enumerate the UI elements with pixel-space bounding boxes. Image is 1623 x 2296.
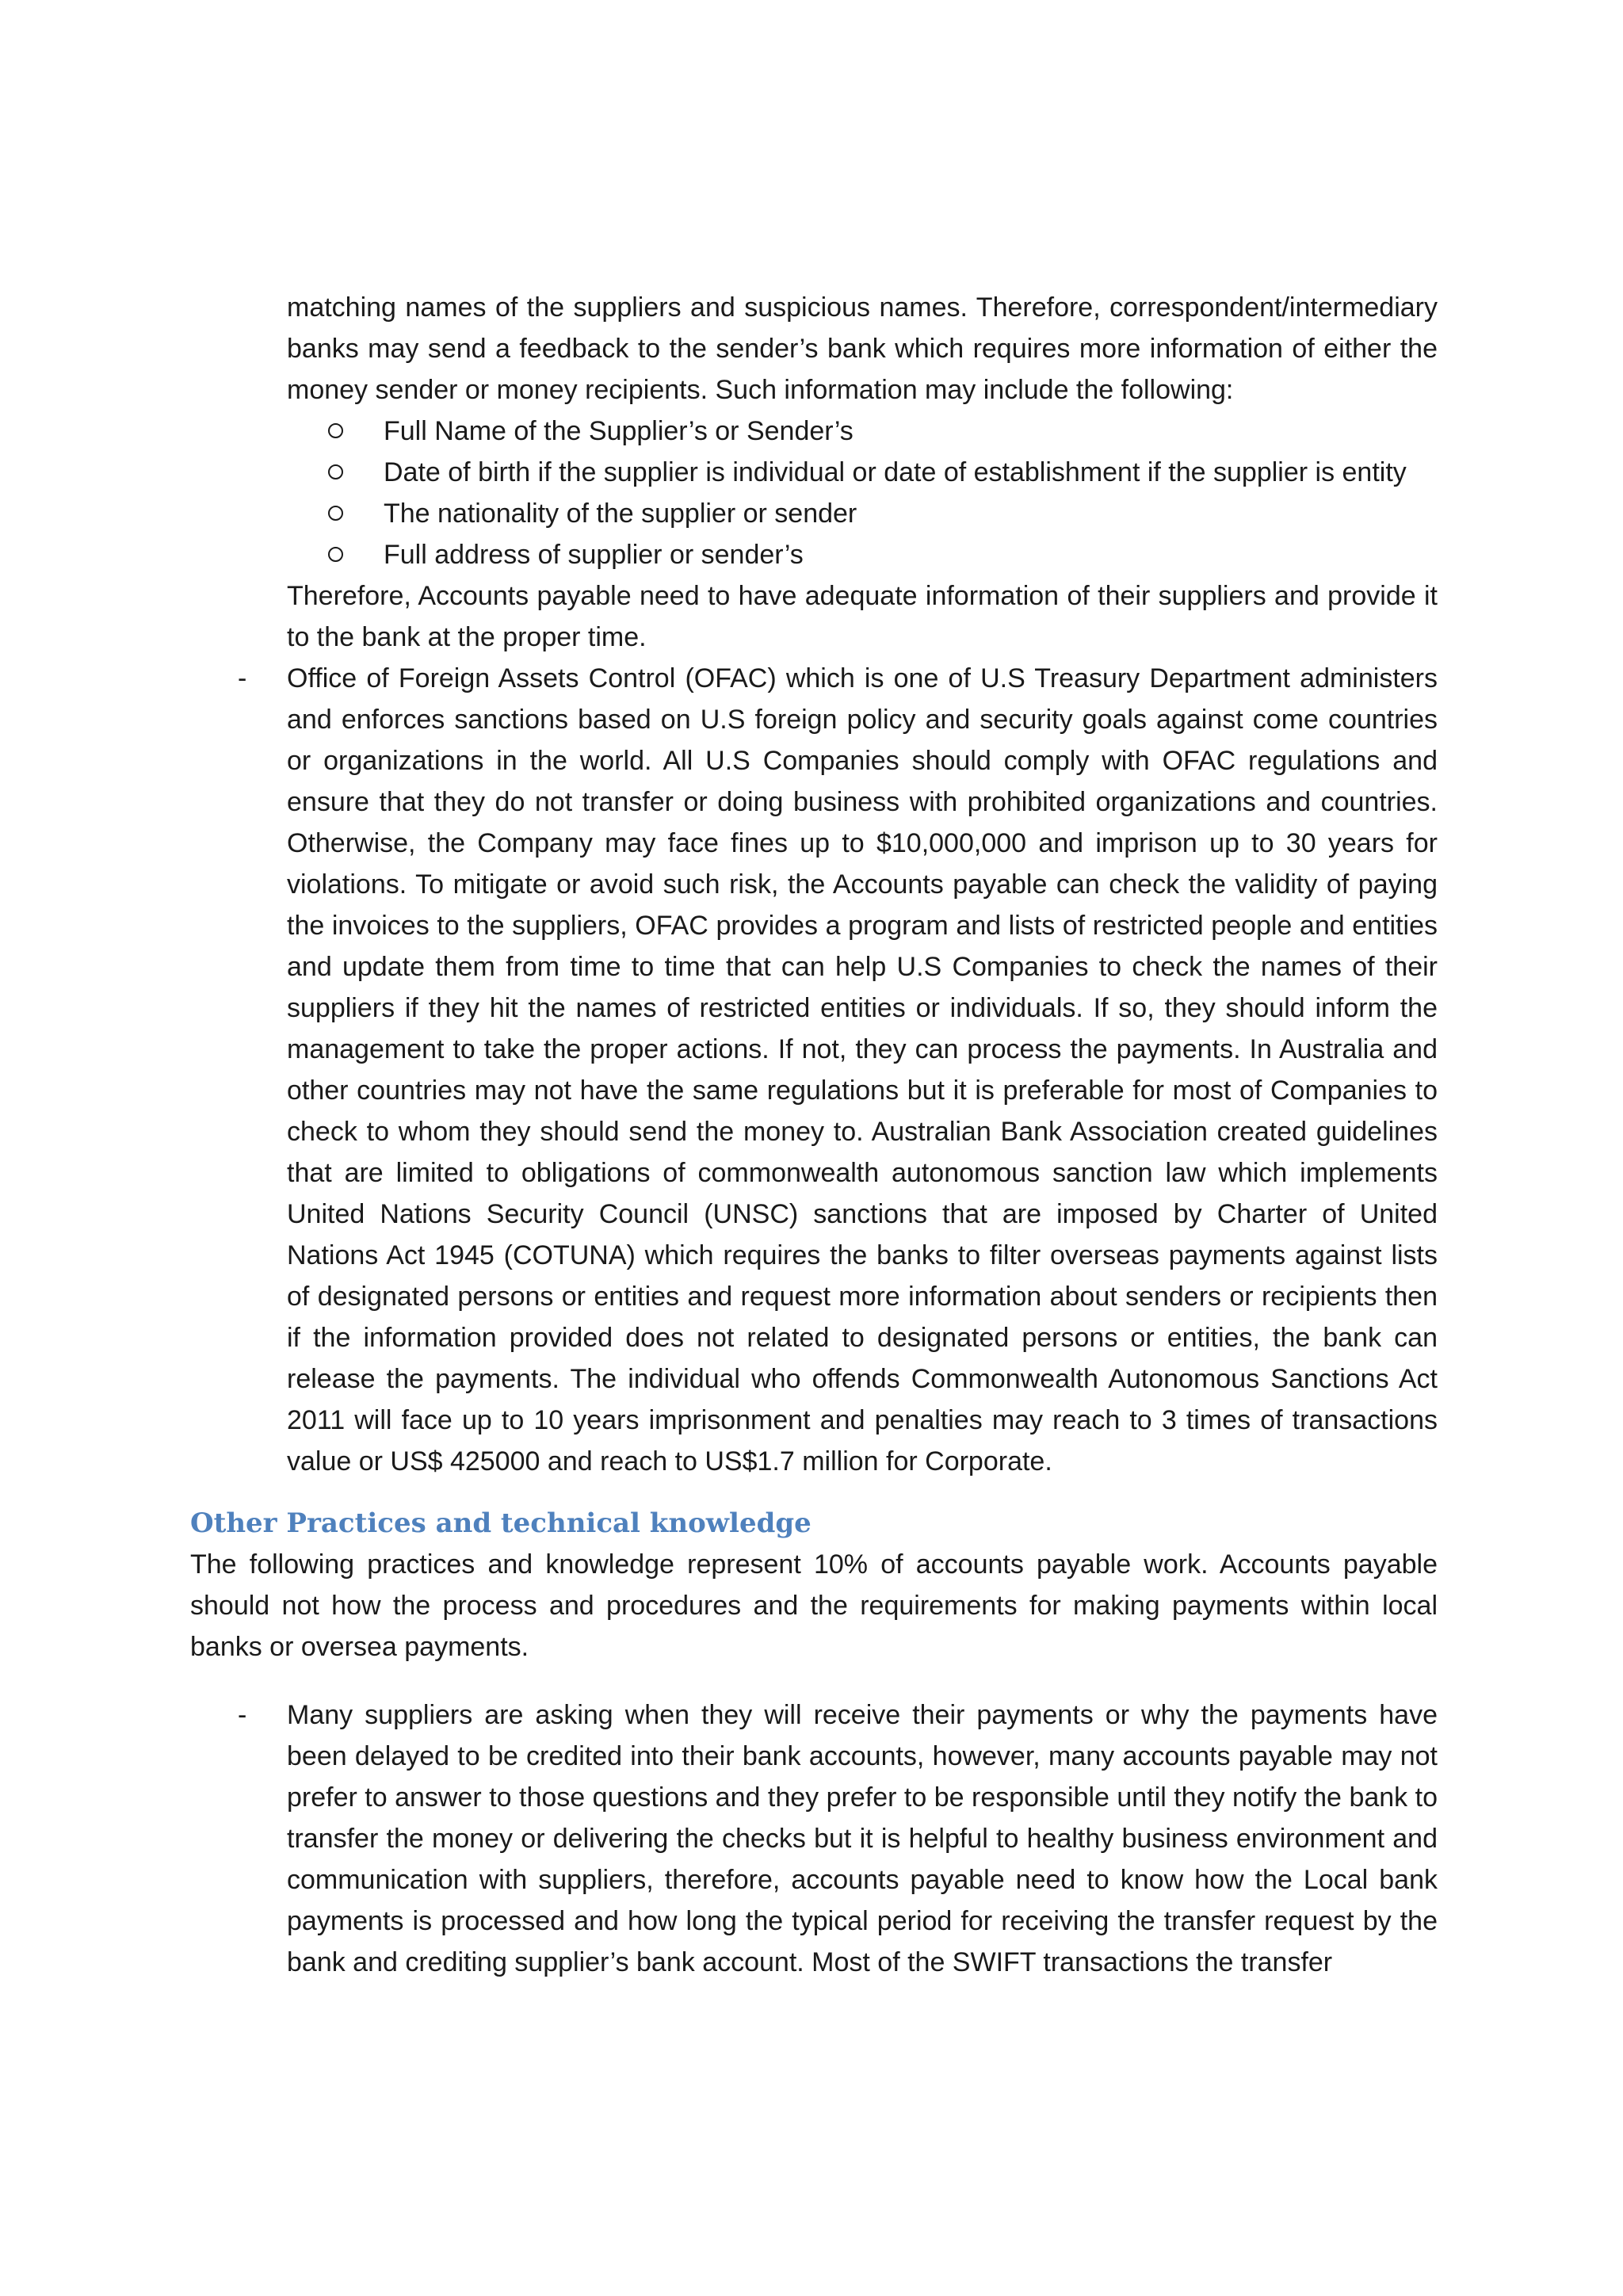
required-information-list <box>287 411 1438 575</box>
section-heading: Other Practices and technical knowledge <box>190 1507 812 1539</box>
suppliers-list-item <box>190 1694 1438 1983</box>
section-intro-paragraph: The following practices and knowledge represent 10% of accounts payable work. Accounts payable should not how the process and procedures and the requirements for making payments within local banks or oversea payments. <box>190 1549 1438 1662</box>
list-item: Date of birth if the supplier is individual or date of establishment if the supplier is entity <box>287 452 1438 493</box>
ofac-paragraph: Office of Foreign Assets Control (OFAC) which is one of U.S Treasury Department administers and enforces sanctions based on U.S foreign policy and security goals against come countries or organizations in the world. All U.S Companies should comply with OFAC regulations and ensure that they do not transfer or doing business with prohibited organizations and countries. Otherwise, the Company may face fines up to $10,000,000 and imprison up to 30 years for violations. To mitigate or avoid such risk, the Accounts payable can check the validity of paying the invoices to the suppliers, OFAC provides a program and lists of restricted people and entities and update them from time to time that can help U.S Companies to check the names of their suppliers if they hit the names of restricted entities or individuals. If so, they should inform the management to take the proper actions. If not, they can process the payments. In Australia and other countries may not have the same regulations but it is preferable for most of Companies to check to whom they should send the money to. Australian Bank Association created guidelines that are limited to obligations of commonwealth autonomous sanction law which implements United Nations Security Council (UNSC) sanctions that are imposed by Charter of United Nations Act 1945 (COTUNA) which requires the banks to filter overseas payments against lists of designated persons or entities and request more information about senders or recipients then if the information provided does not related to designated persons or entities, the bank can release the payments. The individual who offends Commonwealth Autonomous Sanctions Act 2011 will face up to 10 years imprisonment and penalties may reach to 3 times of transactions value or US$ 425000 and reach to US$1.7 million for Corporate. <box>287 663 1438 1477</box>
page-content <box>190 287 1438 1983</box>
continuation-paragraph: matching names of the suppliers and suspicious names. Therefore, correspondent/intermediary banks may send a feedback to the sender’s bank which requires more information of either the money sender or money recipients. Such information may include the following: <box>287 292 1438 405</box>
list-item: Full address of supplier or sender’s <box>287 534 1438 575</box>
conclusion-paragraph: Therefore, Accounts payable need to have adequate information of their suppliers and provide it to the bank at the proper time. <box>287 581 1438 652</box>
ofac-list-item <box>190 658 1438 1482</box>
circle-bullet-icon <box>287 493 384 534</box>
dash-bullet: - <box>238 663 247 693</box>
list-item: Full Name of the Supplier’s or Sender’s <box>287 411 1438 452</box>
list-item: The nationality of the supplier or sender <box>287 493 1438 534</box>
paragraph-spacer <box>190 1668 1438 1694</box>
circle-bullet-icon <box>287 411 384 452</box>
suppliers-paragraph: Many suppliers are asking when they will receive their payments or why the payments have been delayed to be credited into their bank accounts, however, many accounts payable may not prefer to answer to those questions and they prefer to be responsible until they notify the bank to transfer the money or delivering the checks but it is helpful to healthy business environment and communication with suppliers, therefore, accounts payable need to know how the Local bank payments is processed and how long the typical period for receiving the transfer request by the bank and crediting supplier’s bank account. Most of the SWIFT transactions the transfer <box>287 1700 1438 1977</box>
circle-bullet-icon <box>287 452 384 493</box>
dash-bullet: - <box>238 1700 247 1730</box>
circle-bullet-icon <box>287 534 384 575</box>
